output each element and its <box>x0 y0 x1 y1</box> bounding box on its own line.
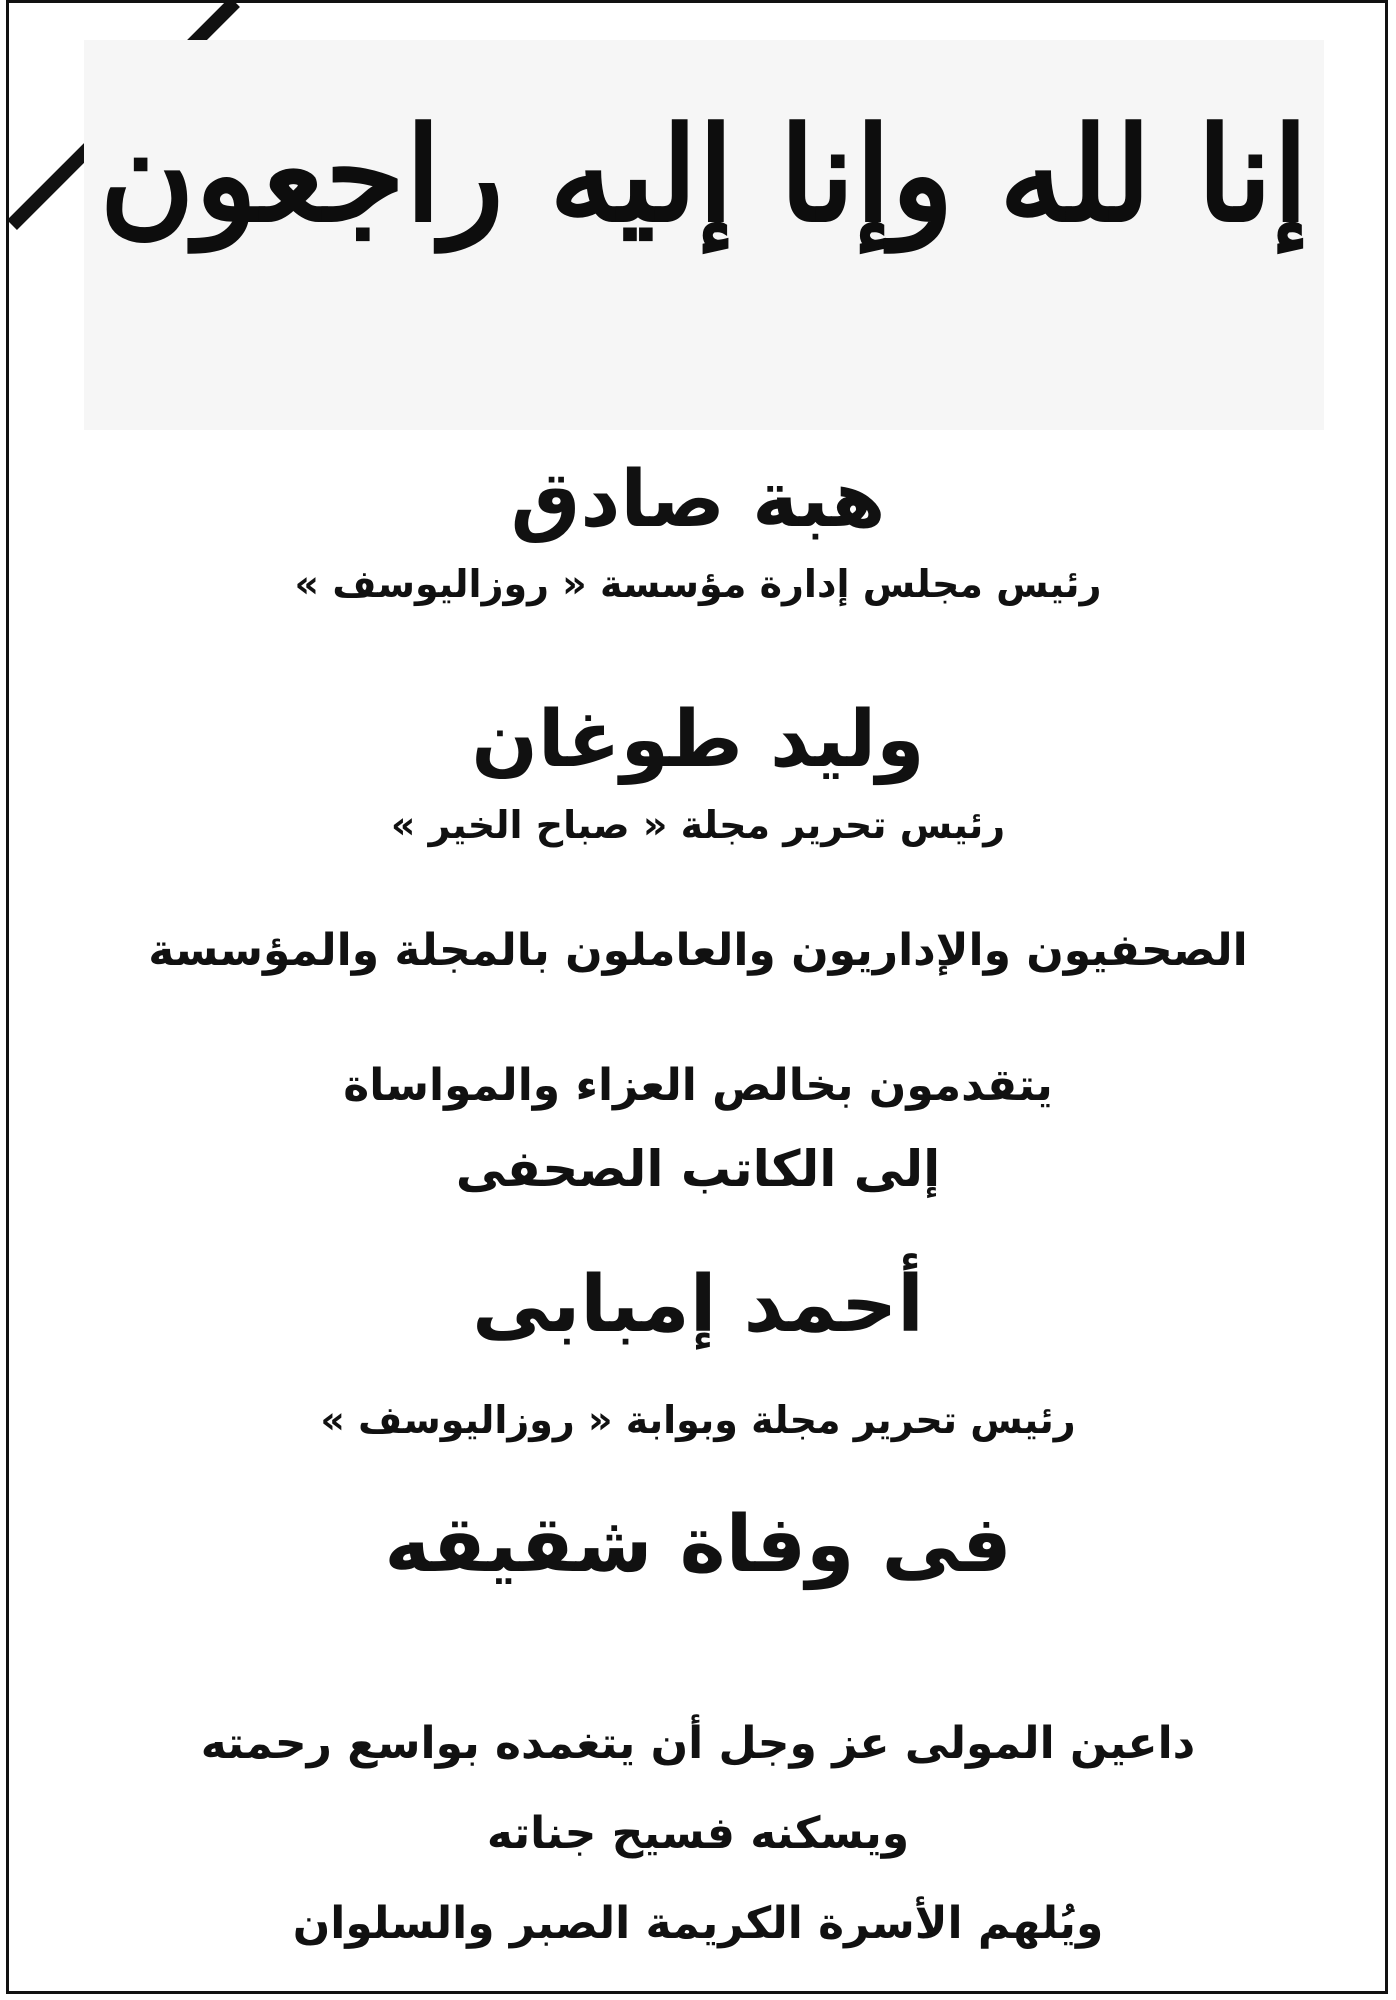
staff-line: الصحفيون والإداريون والعاملون بالمجلة والمؤسسة <box>148 925 1248 976</box>
occasion-line: فى وفاة شقيقه <box>384 1500 1012 1590</box>
header-panel <box>84 40 1324 430</box>
recipient-name: أحمد إمبابى <box>472 1260 924 1350</box>
sender-title-2: رئيس تحرير مجلة « صباح الخير » <box>390 803 1006 847</box>
sender-name-1: هبة صادق <box>510 455 886 545</box>
recipient-intro: إلى الكاتب الصحفى <box>455 1140 941 1198</box>
sender-title-1: رئيس مجلس إدارة مؤسسة « روزاليوسف » <box>294 562 1102 606</box>
prayer-line-1: داعين المولى عز وجل أن يتغمده بواسع رحمته <box>200 1718 1196 1769</box>
prayer-line-3: ويُلهم الأسرة الكريمة الصبر والسلوان <box>292 1898 1104 1949</box>
prayer-line-2: ويسكنه فسيح جناته <box>486 1808 910 1859</box>
sender-name-2: وليد طوغان <box>471 695 925 785</box>
calligraphy-heading: إنا لله وإنا إليه راجعون <box>99 98 1309 251</box>
condolence-line: يتقدمون بخالص العزاء والمواساة <box>343 1060 1053 1111</box>
recipient-title: رئيس تحرير مجلة وبوابة « روزاليوسف » <box>320 1398 1076 1442</box>
